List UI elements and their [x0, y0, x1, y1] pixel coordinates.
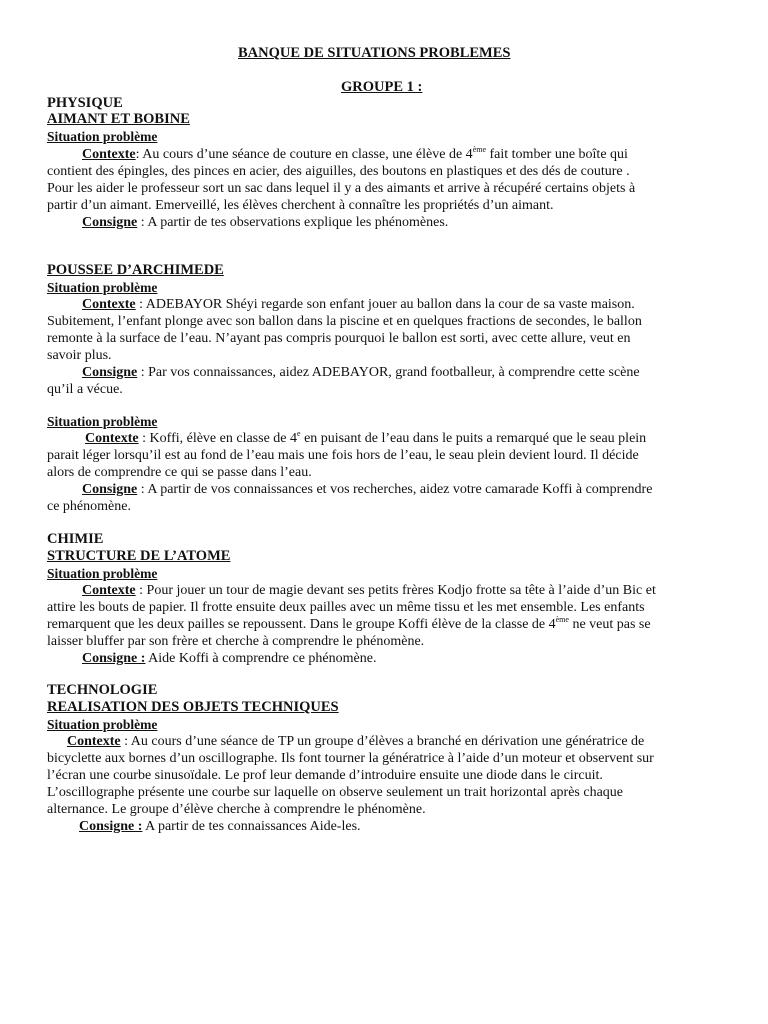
section-physique: PHYSIQUE: [47, 95, 123, 111]
situation-label: Situation problème: [47, 566, 158, 581]
contexte-label: Contexte: [82, 583, 136, 598]
consigne-label: Consigne :: [79, 819, 143, 834]
section-chimie: CHIMIE: [47, 531, 104, 547]
consigne-label: Consigne: [82, 215, 138, 230]
subsection-aimant: AIMANT ET BOBINE: [47, 111, 190, 127]
consigne-label: Consigne :: [82, 651, 146, 666]
aimant-paragraph: Contexte: Au cours d’une séance de couture en classe, une élève de 4ème fait tomber une boîte qui contient des épingles, des pinces en acier, des aiguilles, des boutons en plastiques et des dés de couture . Pour les aider le professeur sort un sac dans lequel il y a des aimants et arrive à récupéré certains objets à partir d’un aimant. Emerveillé, les élèves cherchent à connaître les propriétés d’un aimant. Consigne : A partir de tes observations explique les phénomènes.: [47, 145, 636, 230]
contexte-label: Contexte: [85, 431, 139, 446]
situation-label: Situation problème: [47, 129, 158, 144]
archimede-paragraph-1: Contexte : ADEBAYOR Shéyi regarde son enfant jouer au ballon dans la cour de sa vaste maison. Subitement, l’enfant plonge avec son ballon dans la piscine et en quelques fractions de secondes, le ballon remonte à la surface de l’eau. N’ayant pas compris pourquoi le ballon est sorti, avec cette allure, veut en savoir plus. Consigne : Par vos connaissances, aidez ADEBAYOR, grand footballeur, à comprendre cette scène qu’il a vécue.: [47, 297, 642, 397]
chimie-paragraph: Contexte : Pour jouer un tour de magie devant ses petits frères Kodjo frotte sa tête à l’aide d’un Bic et attire les bouts de papier. Il frotte ensuite deux pailles avec un même tissu et les met ensemble. Les enfants remarquent que les deux pailles se repoussent. Dans le groupe Koffi élève de la classe de 4ème ne veut pas se laisser bluffer par son frère et cherche à comprendre le phénomène. Consigne : Aide Koffi à comprendre ce phénomène.: [47, 583, 656, 666]
techno-paragraph: Contexte : Au cours d’une séance de TP un groupe d’élèves a branché en dérivation une génératrice de bicyclette aux bornes d’un oscillographe. Ils font tourner la génératrice à l’aide d’un moteur et observent sur l’écran une courbe sinusoïdale. Le prof leur demande d’introduire ensuite une diode dans le circuit. L’oscillographe présente une courbe sur laquelle on observe seulement un trait horizontal après chaque alternance. Le groupe d’élève cherche à comprendre le phénomène. Consigne : A partir de tes connaissances Aide-les.: [47, 734, 654, 834]
contexte-label: Contexte: [82, 297, 136, 312]
document-title: BANQUE DE SITUATIONS PROBLEMES: [238, 45, 511, 61]
situation-label: Situation problème: [47, 717, 158, 732]
consigne-label: Consigne: [82, 482, 138, 497]
section-technologie: TECHNOLOGIE: [47, 682, 158, 698]
contexte-label: Contexte: [82, 147, 136, 162]
contexte-label: Contexte: [67, 734, 121, 749]
subsection-archimede: POUSSEE D’ARCHIMEDE: [47, 262, 224, 278]
group-title: GROUPE 1 :: [341, 79, 423, 95]
consigne-label: Consigne: [82, 365, 138, 380]
subsection-atome: STRUCTURE DE L’ATOME: [47, 548, 231, 564]
situation-label: Situation problème: [47, 414, 158, 429]
subsection-objets-techniques: REALISATION DES OBJETS TECHNIQUES: [47, 699, 339, 715]
situation-label: Situation problème: [47, 280, 158, 295]
archimede-paragraph-2: Contexte : Koffi, élève en classe de 4e en puisant de l’eau dans le puits a remarqué que le seau plein parait léger lorsqu’il est au fond de l’eau mais une fois hors de l’eau, le seau plein devient lourd. Il décide alors de comprendre ce qui se passe dans l’eau. Consigne : A partir de vos connaissances et vos recherches, aidez votre camarade Koffi à comprendre ce phénomène.: [47, 429, 653, 514]
